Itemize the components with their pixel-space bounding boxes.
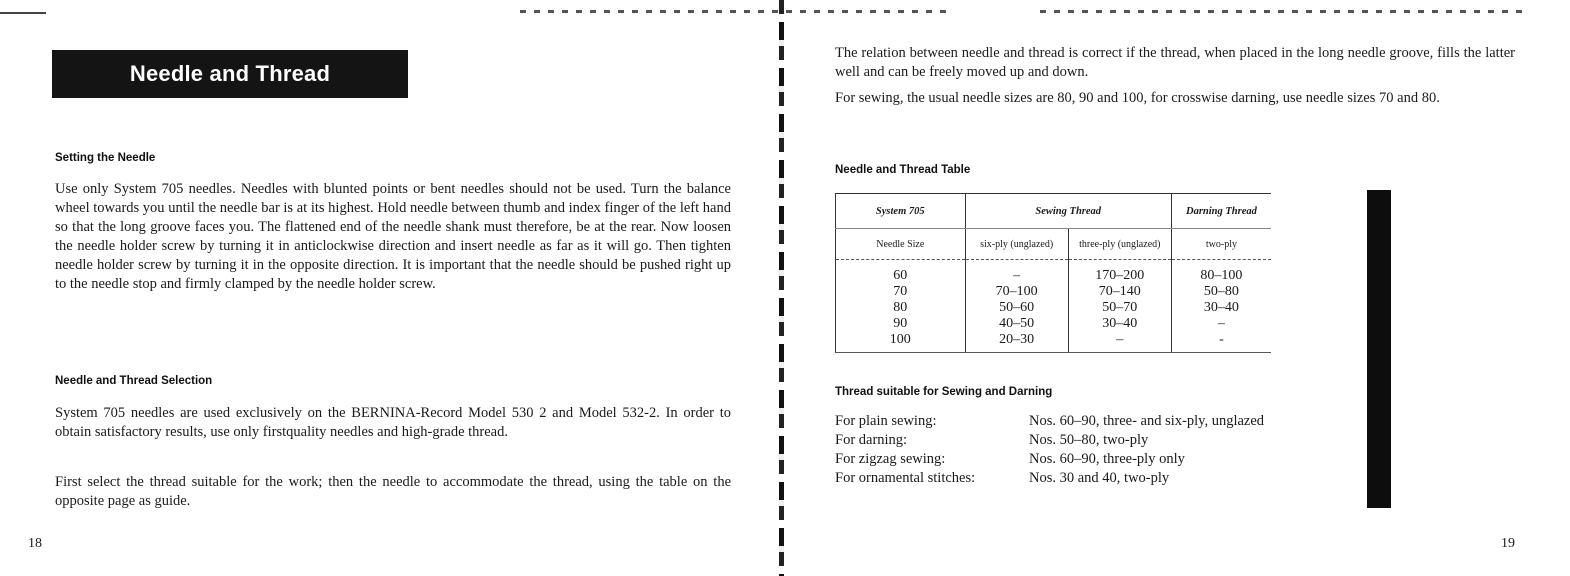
- cell-three-ply: 70–140: [1068, 284, 1171, 300]
- usage-label: For darning:: [835, 432, 908, 448]
- usage-value: Nos. 60–90, three- and six-ply, unglazed: [1029, 413, 1265, 429]
- table-row: [836, 284, 1272, 300]
- table-row: [836, 300, 1272, 316]
- selection-text-1: System 705 needles are used exclusively on the BERNINA-Record Model 530 2 and Model 532-2. In order to obtain satisfactory results, use only firstquality needles and high-grade thread.: [55, 405, 731, 440]
- selection-text-2: First select the thread suitable for the work; then the needle to accommodate the thread, using the table on the opposite page as guide.: [55, 474, 731, 509]
- usage-label: For ornamental stitches:: [835, 470, 976, 486]
- page-title-banner: [52, 50, 408, 98]
- table-row: [836, 260, 1272, 285]
- cell-two-ply: 50–80: [1171, 284, 1271, 300]
- header-darning-thread: Darning Thread: [1171, 194, 1271, 229]
- usage-heading: Thread suitable for Sewing and Darning: [835, 386, 1053, 398]
- cell-size: 100: [836, 332, 966, 353]
- thumb-index-bar: [1367, 190, 1391, 508]
- header-sewing-thread: Sewing Thread: [965, 194, 1171, 229]
- cell-two-ply: –: [1171, 316, 1271, 332]
- cell-three-ply: 170–200: [1068, 260, 1171, 285]
- usage-value: Nos. 50–80, two-ply: [1029, 432, 1149, 448]
- intro-text-1: The relation between needle and thread is correct if the thread, when placed in the long needle groove, fills the latter well and can be freely moved up and down.: [835, 45, 1515, 80]
- cell-size: 80: [836, 300, 966, 316]
- cell-size: 70: [836, 284, 966, 300]
- usage-label: For plain sewing:: [835, 413, 937, 429]
- usage-value: Nos. 30 and 40, two-ply: [1029, 470, 1170, 486]
- cell-six-ply: 50–60: [965, 300, 1068, 316]
- header-needle-size: Needle Size: [836, 229, 966, 260]
- cell-size: 60: [836, 260, 966, 285]
- cell-six-ply: –: [965, 260, 1068, 285]
- cell-six-ply: 20–30: [965, 332, 1068, 353]
- table-row: [836, 332, 1272, 353]
- setting-needle-text: Use only System 705 needles. Needles with blunted points or bent needles should not be used. Turn the balance wheel towards you until the needle bar is at its highest. Hold needle between thumb and index finger of the left hand so that the long groove faces you. The flattened end of the needle shank must therefore, be at the rear. Now loosen the needle holder screw by turning it in anticlockwise direction and insert needle as far as it will go. Then tighten needle holder screw by turning it in the opposite direction. It is important that the needle should be pushed right up to the needle stop and firmly clamped by the needle holder screw.: [55, 181, 731, 292]
- table-heading: Needle and Thread Table: [835, 164, 971, 176]
- page-title: Needle and Thread: [129, 61, 331, 86]
- header-three-ply: three-ply (unglazed): [1068, 229, 1171, 260]
- usage-list: [835, 412, 1269, 488]
- cell-three-ply: –: [1068, 332, 1171, 353]
- scan-edge-right: [1040, 10, 1530, 13]
- header-six-ply: six-ply (unglazed): [965, 229, 1068, 260]
- setting-needle-heading: Setting the Needle: [55, 152, 156, 164]
- cell-six-ply: 70–100: [965, 284, 1068, 300]
- list-item: [835, 431, 1269, 450]
- header-system: System 705: [836, 194, 966, 229]
- table-row: [836, 316, 1272, 332]
- usage-value: Nos. 60–90, three-ply only: [1029, 451, 1185, 467]
- needle-thread-table: [835, 193, 1271, 363]
- header-two-ply: two-ply: [1171, 229, 1271, 260]
- usage-label: For zigzag sewing:: [835, 451, 946, 467]
- page-number-right: 19: [1501, 536, 1515, 551]
- cell-two-ply: 80–100: [1171, 260, 1271, 285]
- cell-three-ply: 30–40: [1068, 316, 1171, 332]
- cell-two-ply: 30–40: [1171, 300, 1271, 316]
- cell-size: 90: [836, 316, 966, 332]
- intro-text-2: For sewing, the usual needle sizes are 80, 90 and 100, for crosswise darning, use needle sizes 70 and 80.: [835, 90, 1440, 106]
- list-item: [835, 412, 1269, 431]
- list-item: [835, 450, 1269, 469]
- list-item: [835, 469, 1269, 488]
- cell-six-ply: 40–50: [965, 316, 1068, 332]
- cell-two-ply: -: [1171, 332, 1271, 353]
- page-number-left: 18: [28, 536, 42, 551]
- cell-three-ply: 50–70: [1068, 300, 1171, 316]
- selection-heading: Needle and Thread Selection: [55, 375, 213, 387]
